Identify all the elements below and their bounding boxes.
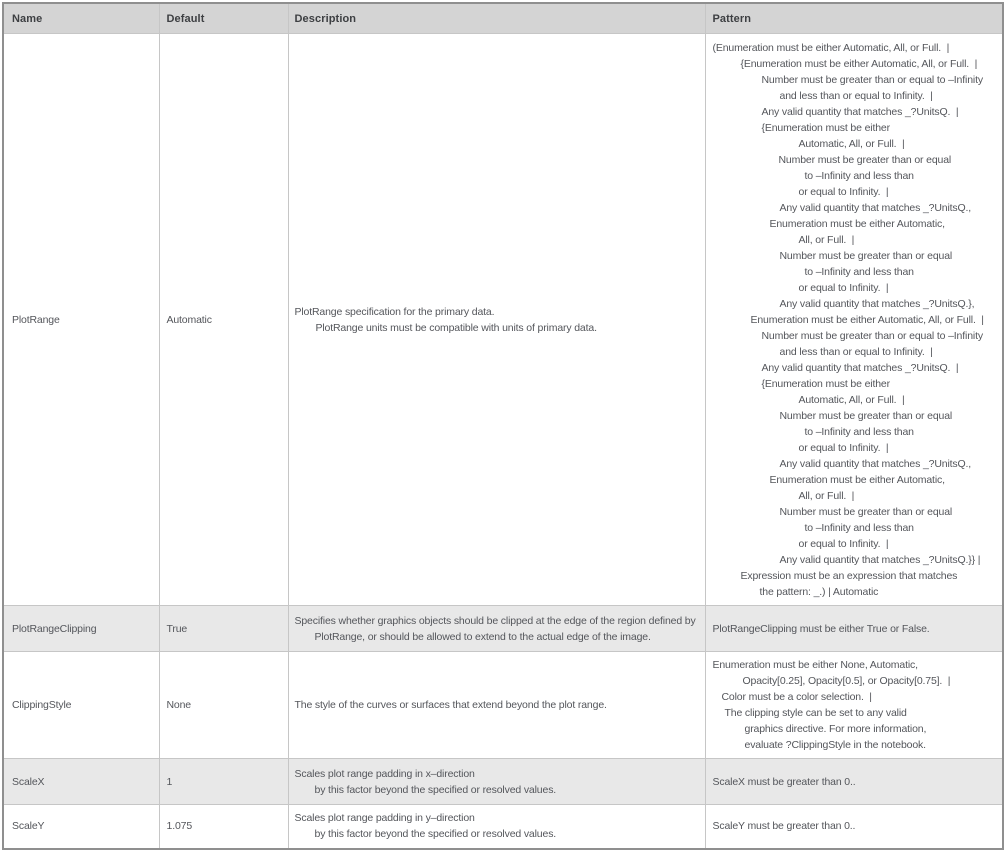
pattern-line: or equal to Infinity. | <box>798 441 889 454</box>
description-line: Scales plot range padding in x–direction <box>294 767 475 780</box>
pattern-line: The clipping style can be set to any valid <box>724 707 907 719</box>
pattern-line: the pattern: _.) | Automatic <box>759 585 879 598</box>
pattern-line: Automatic, All, or Full. | <box>798 137 905 150</box>
pattern-line: Any valid quantity that matches _?UnitsQ., <box>779 457 972 470</box>
description-line: Specifies whether graphics objects should be clipped at the edge of the region defined by <box>294 614 696 627</box>
name-cell: ClippingStyle <box>3 652 159 759</box>
default-cell: 1 <box>159 759 288 805</box>
pattern-line: All, or Full. | <box>798 489 855 502</box>
pattern-line: Number must be greater than or equal <box>779 505 953 518</box>
header-row <box>3 3 1003 34</box>
table-row-scalex <box>3 759 1003 805</box>
pattern-cell <box>705 759 1003 805</box>
pattern-line: {Enumeration must be either <box>761 377 890 390</box>
name-cell: ScaleX <box>3 759 159 805</box>
pattern-line: Any valid quantity that matches _?UnitsQ.}, <box>779 297 975 310</box>
description-line: by this factor beyond the specified or resolved values. <box>314 783 557 796</box>
pattern-line: Number must be greater than or equal to –Infinity <box>761 73 983 86</box>
pattern-line: Enumeration must be either Automatic, <box>769 217 945 230</box>
pattern-line: ScaleY must be greater than 0.. <box>712 820 856 833</box>
pattern-line: to –Infinity and less than <box>804 265 914 278</box>
pattern-line: Expression must be an expression that matches <box>740 569 958 582</box>
description-line: PlotRange specification for the primary data. <box>294 305 495 318</box>
pattern-line: {Enumeration must be either Automatic, All, or Full. | <box>740 57 978 70</box>
pattern-line: Number must be greater than or equal to –Infinity <box>761 329 983 342</box>
table-row-plotrange <box>3 34 1003 606</box>
pattern-line: Automatic, All, or Full. | <box>798 393 905 406</box>
description-line: PlotRange, or should be allowed to extend to the actual edge of the image. <box>314 630 651 643</box>
pattern-line: graphics directive. For more information, <box>744 723 927 735</box>
pattern-line: or equal to Infinity. | <box>798 281 889 294</box>
pattern-line: Number must be greater than or equal <box>778 153 952 166</box>
pattern-cell <box>705 805 1003 849</box>
pattern-line: to –Infinity and less than <box>804 521 914 534</box>
description-line: by this factor beyond the specified or resolved values. <box>314 828 557 841</box>
pattern-line: Number must be greater than or equal <box>779 409 953 422</box>
pattern-cell <box>705 606 1003 652</box>
description-line: PlotRange units must be compatible with units of primary data. <box>315 321 597 334</box>
pattern-line: and less than or equal to Infinity. | <box>779 89 933 102</box>
default-cell: Automatic <box>159 34 288 606</box>
pattern-line: PlotRangeClipping must be either True or False. <box>712 622 930 635</box>
pattern-line: to –Infinity and less than <box>804 425 914 438</box>
description-cell <box>288 759 705 805</box>
description-line: Scales plot range padding in y–direction <box>294 812 475 825</box>
name-cell: PlotRange <box>3 34 159 606</box>
pattern-line: Enumeration must be either None, Automatic, <box>712 659 918 671</box>
pattern-line: Any valid quantity that matches _?UnitsQ. | <box>761 361 959 374</box>
column-header-name: Name <box>3 3 159 34</box>
pattern-line: Number must be greater than or equal <box>779 249 953 262</box>
pattern-line: ScaleX must be greater than 0.. <box>712 775 856 788</box>
table-row-clippingstyle <box>3 652 1003 759</box>
pattern-line: Opacity[0.25], Opacity[0.5], or Opacity[0.75]. | <box>742 675 951 687</box>
pattern-line: Enumeration must be either Automatic, All, or Full. | <box>750 313 984 326</box>
name-cell: PlotRangeClipping <box>3 606 159 652</box>
description-cell <box>288 805 705 849</box>
description-cell <box>288 34 705 606</box>
default-cell: 1.075 <box>159 805 288 849</box>
table-row-scaley <box>3 805 1003 849</box>
pattern-line: All, or Full. | <box>798 233 855 246</box>
pattern-line: and less than or equal to Infinity. | <box>779 345 933 358</box>
pattern-line: Enumeration must be either Automatic, <box>769 473 945 486</box>
default-cell: None <box>159 652 288 759</box>
pattern-line: evaluate ?ClippingStyle in the notebook. <box>744 739 926 751</box>
pattern-line: {Enumeration must be either <box>761 121 890 134</box>
pattern-line: or equal to Infinity. | <box>798 537 889 550</box>
column-header-description: Description <box>288 3 705 34</box>
description-cell <box>288 606 705 652</box>
pattern-line: Color must be a color selection. | <box>721 691 872 703</box>
default-cell: True <box>159 606 288 652</box>
pattern-cell <box>705 652 1003 759</box>
pattern-line: (Enumeration must be either Automatic, All, or Full. | <box>712 41 950 54</box>
table-row-plotrangeclipping <box>3 606 1003 652</box>
pattern-line: Any valid quantity that matches _?UnitsQ., <box>779 201 972 214</box>
description-cell <box>288 652 705 759</box>
pattern-line: or equal to Infinity. | <box>798 185 889 198</box>
options-table <box>2 2 1004 850</box>
description-line: The style of the curves or surfaces that extend beyond the plot range. <box>294 699 607 711</box>
column-header-pattern: Pattern <box>705 3 1003 34</box>
pattern-line: Any valid quantity that matches _?UnitsQ.}} | <box>779 553 981 566</box>
pattern-cell <box>705 34 1003 606</box>
column-header-default: Default <box>159 3 288 34</box>
name-cell: ScaleY <box>3 805 159 849</box>
pattern-line: to –Infinity and less than <box>804 169 914 182</box>
pattern-line: Any valid quantity that matches _?UnitsQ. | <box>761 105 959 118</box>
